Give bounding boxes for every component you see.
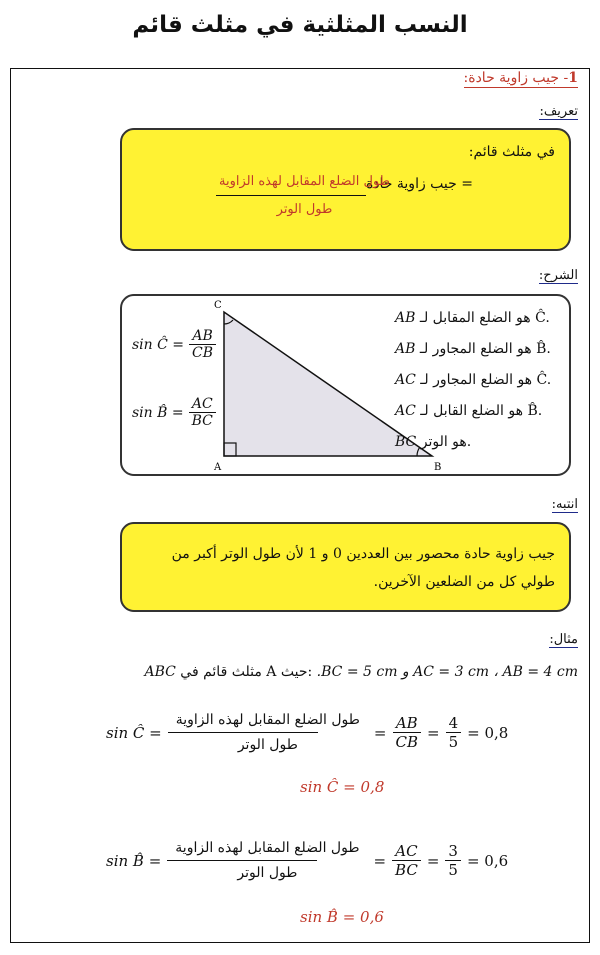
calc2-side-fraction bbox=[392, 842, 421, 879]
section-heading bbox=[464, 70, 578, 88]
calc1-value-num: 4 bbox=[448, 714, 459, 732]
note-label: انتبه: bbox=[551, 497, 578, 512]
item-text: هو الضلع المجاور لـ Ĉ. bbox=[420, 372, 552, 388]
formula-sin-c-lhs: sin Ĉ = bbox=[132, 336, 185, 353]
formula-sin-b-num: AC bbox=[191, 396, 213, 412]
calc1-value-fraction bbox=[446, 714, 462, 751]
calc1-side-fraction bbox=[393, 714, 422, 751]
calc2-word-den: طول الوتر bbox=[237, 865, 298, 881]
example-statement bbox=[144, 664, 578, 680]
page-title: النسب المثلثية في مثلث قائم bbox=[132, 12, 468, 38]
list-item bbox=[395, 310, 555, 341]
calc2-side-den: BC bbox=[395, 861, 418, 879]
formula-sin-b-fraction bbox=[189, 396, 216, 429]
calc2-eq2: = bbox=[426, 851, 440, 870]
calc1-lhs: sin Ĉ = bbox=[106, 723, 162, 742]
definition-intro: في مثلث قائم: bbox=[468, 144, 555, 160]
example-givens: .BC = 5 cm و AC = 3 cm ، AB = 4 cm bbox=[316, 664, 578, 680]
list-item bbox=[395, 434, 555, 465]
item-math: BC bbox=[395, 434, 417, 450]
calc2-result: = 0,6 bbox=[466, 851, 509, 870]
calc1-side-num: AB bbox=[395, 714, 418, 732]
calc1-eq2: = bbox=[427, 723, 440, 742]
item-math: AC bbox=[395, 372, 416, 388]
example-label: مثال: bbox=[549, 632, 578, 647]
formula-sin-c-num: AB bbox=[192, 328, 213, 344]
formula-sin-b-lhs: sin B̂ = bbox=[132, 404, 184, 421]
calc1-eq1: = bbox=[373, 723, 387, 742]
section-number: 1 bbox=[568, 70, 578, 86]
explanation-list bbox=[395, 310, 555, 465]
explanation-box bbox=[120, 294, 571, 476]
definition-numerator: طول الضلع المقابل لهذه الزاوية bbox=[219, 174, 391, 189]
calc2-final: sin B̂ = 0,6 bbox=[300, 908, 384, 926]
note-text: جيب زاوية حادة محصور بين العددين 0 و 1 لأن طول الوتر أكبر من طولي كل من الضلعين الآخرين. bbox=[171, 546, 555, 590]
calc2-word-fraction bbox=[167, 836, 367, 885]
calc2-word-num: طول الضلع المقابل لهذه الزاوية bbox=[175, 840, 360, 856]
definition-fraction bbox=[216, 174, 393, 217]
calc2-lhs: sin B̂ = bbox=[106, 851, 162, 870]
fraction-bar bbox=[216, 195, 366, 196]
example-statement-text: مثلث قائم في A حيث: bbox=[180, 664, 313, 680]
definition-lhs: جيب زاوية حادة = bbox=[365, 176, 473, 192]
formula-sin-c bbox=[132, 328, 216, 361]
calc1-word-fraction bbox=[168, 708, 368, 757]
calc1-final: sin Ĉ = 0,8 bbox=[300, 778, 385, 796]
calc2-eq1: = bbox=[373, 851, 387, 870]
definition-box bbox=[120, 128, 571, 251]
example-calc-sin-c bbox=[106, 708, 508, 757]
item-text: هو الضلع القابل لـ B̂. bbox=[420, 403, 543, 419]
vertex-a-label: A bbox=[214, 462, 222, 473]
example-calc-sin-b bbox=[106, 836, 508, 885]
example-triangle-name: ABC bbox=[144, 664, 176, 680]
calc2-value-num: 3 bbox=[448, 842, 458, 860]
list-item bbox=[395, 403, 555, 434]
calc1-word-num: طول الضلع المقابل لهذه الزاوية bbox=[175, 712, 360, 728]
calc1-word-den: طول الوتر bbox=[237, 737, 298, 753]
item-text: هو الوتر. bbox=[420, 434, 472, 450]
list-item bbox=[395, 372, 555, 403]
vertex-c-label: C bbox=[214, 300, 222, 311]
item-math: AB bbox=[395, 310, 416, 326]
formula-sin-c-den: CB bbox=[192, 345, 214, 361]
item-math: AC bbox=[395, 403, 416, 419]
calc1-result: = 0,8 bbox=[467, 723, 509, 742]
item-text: هو الضلع المجاور لـ B̂. bbox=[419, 341, 551, 357]
explanation-label: الشرح: bbox=[538, 268, 578, 283]
formula-sin-b bbox=[132, 396, 216, 429]
definition-label: تعريف: bbox=[539, 104, 578, 119]
item-math: AB bbox=[395, 341, 416, 357]
calc1-value-den: 5 bbox=[448, 733, 459, 751]
section-heading-text: - جيب زاوية حادة: bbox=[463, 70, 569, 86]
formula-sin-b-den: BC bbox=[191, 413, 213, 429]
vertex-b-label: B bbox=[434, 462, 442, 473]
calc1-side-den: CB bbox=[395, 733, 418, 751]
calc2-value-fraction bbox=[445, 842, 461, 879]
definition-denominator: طول الوتر bbox=[276, 202, 333, 217]
calc2-value-den: 5 bbox=[448, 861, 458, 879]
calc2-side-num: AC bbox=[395, 842, 418, 860]
note-box bbox=[120, 522, 571, 612]
list-item bbox=[395, 341, 555, 372]
formula-sin-c-fraction bbox=[189, 328, 216, 361]
item-text: هو الضلع المقابل لـ Ĉ. bbox=[419, 310, 550, 326]
